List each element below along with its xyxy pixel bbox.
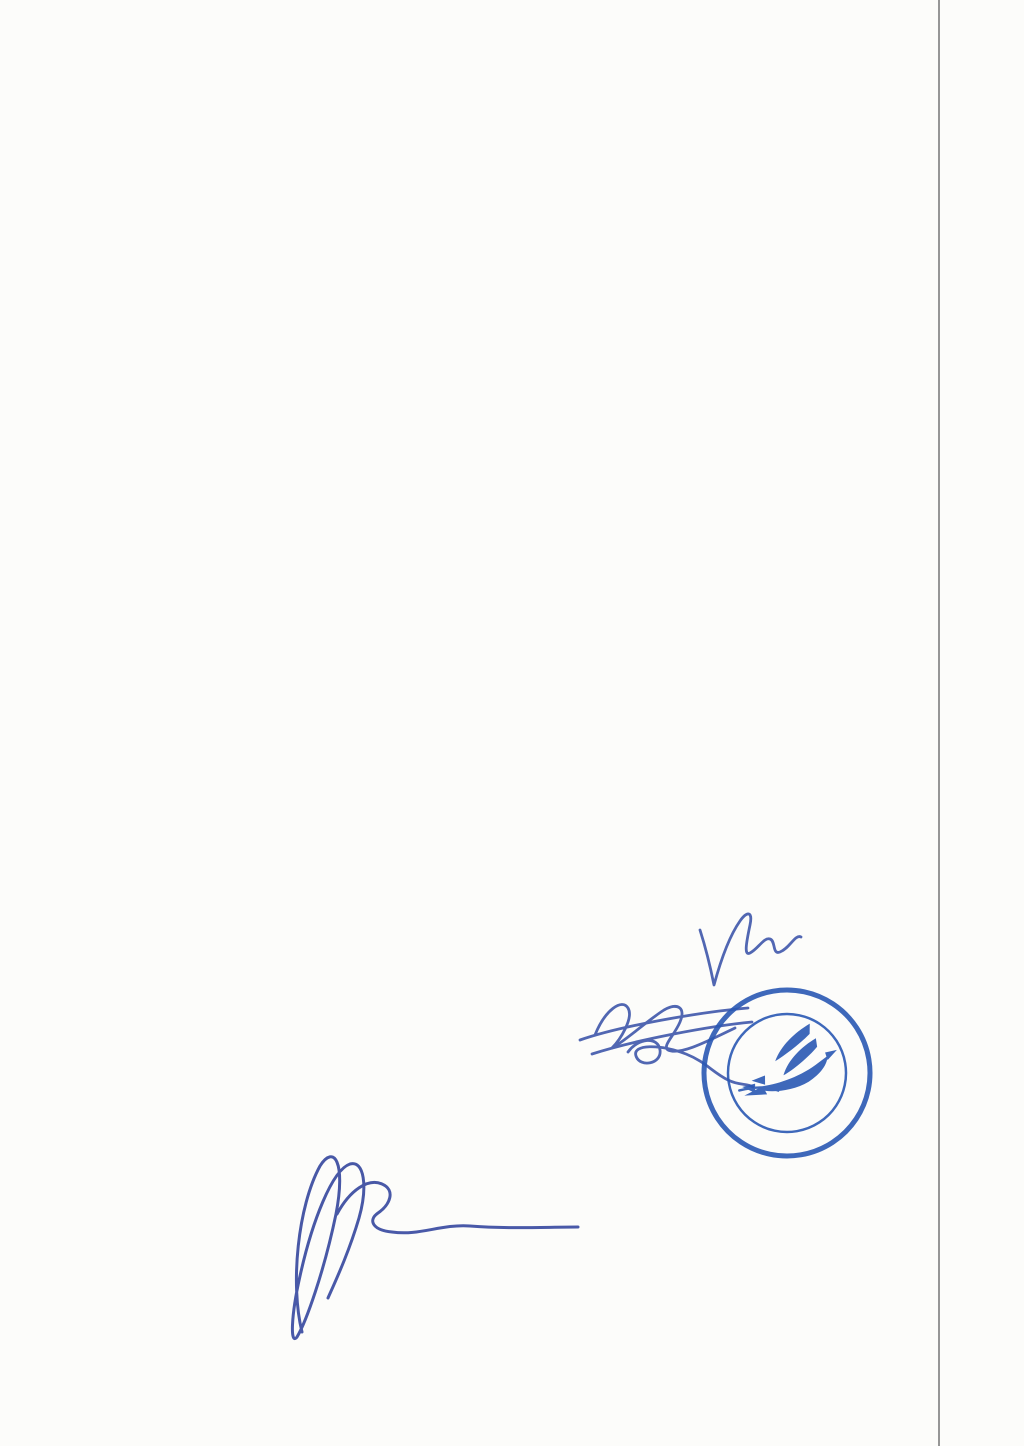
signature-strike-line-1 — [580, 1008, 748, 1040]
crescator-signature-loops — [292, 1157, 363, 1339]
crescator-signature-tail — [337, 1182, 578, 1232]
scan-fold-line — [938, 0, 940, 1446]
signature-scrawl-3 — [628, 1040, 753, 1087]
pigeon-emblem-icon — [738, 1012, 841, 1112]
signature-strike-line-2 — [592, 1022, 752, 1054]
club-stamp — [683, 967, 887, 1171]
signature-scrawl-1 — [700, 914, 801, 985]
stamp-inner-ring — [717, 1003, 857, 1143]
stamp-outer-ring — [689, 975, 886, 1172]
signature-scrawl-2 — [595, 1004, 735, 1051]
